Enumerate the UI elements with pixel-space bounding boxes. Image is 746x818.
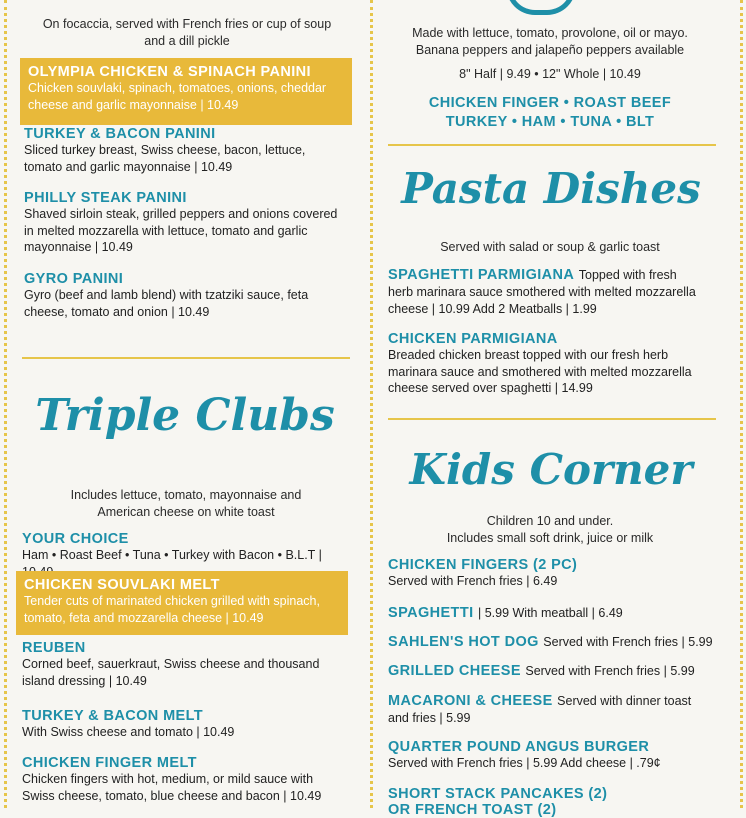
subs-note: Made with lettuce, tomato, provolone, oil or mayo. Banana peppers and jalapeño peppers available (412, 26, 688, 57)
menu-item-kids-spaghetti (388, 604, 710, 622)
subs-price: 8" Half | 9.49 • 12" Whole | 10.49 (459, 67, 641, 81)
item-desc: Chicken souvlaki, spinach, tomatoes, onions, cheddar cheese and garlic mayonnaise | 10.49 (28, 81, 327, 112)
item-title: QUARTER POUND ANGUS BURGER (388, 739, 650, 755)
item-title: GRILLED CHEESE (388, 663, 521, 679)
item-title: CHICKEN PARMIGIANA (388, 331, 558, 347)
subs-options-line-1: CHICKEN FINGER • ROAST BEEF (428, 95, 672, 111)
item-subtitle: OR FRENCH TOAST (2) (388, 802, 557, 818)
item-desc: Chicken fingers with hot, medium, or mild sauce with Swiss cheese, tomato, blue cheese and bacon | 10.49 (22, 772, 322, 803)
item-desc: Served with French fries | 6.49 (388, 574, 558, 588)
item-inline-desc: Served with dinner toast (557, 694, 692, 708)
menu-item-kids-mac-cheese (388, 692, 718, 727)
item-desc: Served with French fries | 5.99 Add cheese | .79¢ (388, 756, 661, 770)
item-desc: herb marinara sauce smothered with melted mozzarella cheese | 10.99 Add 2 Meatballs | 1.99 (388, 285, 696, 316)
left-dotted-border (4, 0, 7, 808)
item-title: OLYMPIA CHICKEN & SPINACH PANINI (28, 64, 311, 80)
item-title: SAHLEN'S HOT DOG (388, 634, 539, 650)
item-inline-desc: Served with French fries | 5.99 (543, 635, 713, 649)
item-inline-desc: Topped with fresh (578, 268, 677, 282)
menu-item-spaghetti-parmigiana (388, 266, 710, 317)
menu-item-kids-grilled-cheese (388, 662, 710, 680)
item-desc: Corned beef, sauerkraut, Swiss cheese and thousand island dressing | 10.49 (22, 657, 320, 688)
item-title: CHICKEN SOUVLAKI MELT (24, 577, 220, 593)
menu-item-chicken-parmigiana (388, 331, 710, 397)
menu-item-kids-chicken-fingers (388, 557, 710, 590)
item-inline-desc: | 5.99 With meatball | 6.49 (477, 606, 623, 620)
menu-item-gyro-panini (24, 271, 334, 320)
pasta-note: Served with salad or soup & garlic toast (440, 240, 660, 254)
triple-clubs-heading: Triple Clubs (35, 390, 335, 441)
item-title: GYRO PANINI (24, 271, 124, 287)
item-title: MACARONI & CHEESE (388, 693, 553, 709)
menu-item-chicken-souvlaki-melt (16, 571, 348, 635)
item-title: CHICKEN FINGERS (2 PC) (388, 557, 578, 573)
item-title: REUBEN (22, 640, 86, 656)
item-desc: With Swiss cheese and tomato | 10.49 (22, 725, 235, 739)
menu-item-reuben (22, 640, 332, 689)
menu-item-turkey-panini (24, 126, 334, 175)
item-title: CHICKEN FINGER MELT (22, 755, 197, 771)
menu-item-philly-panini (24, 190, 342, 256)
menu-item-turkey-bacon-melt (22, 708, 332, 741)
section-rule (388, 144, 716, 146)
menu-item-kids-hot-dog (388, 633, 718, 651)
item-desc: Gyro (beef and lamb blend) with tzatziki sauce, feta cheese, tomato and onion | 10.49 (24, 288, 309, 319)
item-desc: Breaded chicken breast topped with our fresh herb marinara sauce and smothered with melted mozzarella cheese served over spaghetti | 14.99 (388, 348, 692, 395)
item-title: SHORT STACK PANCAKES (2) (388, 786, 608, 802)
right-dotted-border (740, 0, 743, 808)
item-title: TURKEY & BACON PANINI (24, 126, 216, 142)
subs-options-line-2: TURKEY • HAM • TUNA • BLT (445, 114, 655, 130)
item-title: PHILLY STEAK PANINI (24, 190, 187, 206)
panini-note: On focaccia, served with French fries or cup of soup and a dill pickle (42, 17, 332, 48)
menu-item-kids-burger (388, 739, 710, 772)
menu-item-kids-pancakes (388, 786, 710, 818)
subs-heading-fragment (506, 0, 576, 15)
kids-note-line-2: Includes small soft drink, juice or milk (446, 531, 654, 545)
kids-corner-heading: Kids Corner (409, 445, 693, 494)
item-desc: Tender cuts of marinated chicken grilled with spinach, tomato, feta and mozzarella cheese | 10.49 (24, 594, 320, 625)
item-desc: and fries | 5.99 (388, 711, 471, 725)
item-desc: Sliced turkey breast, Swiss cheese, bacon, lettuce, tomato and garlic mayonnaise | 10.49 (24, 143, 306, 174)
item-desc: Ham • Roast Beef • Tuna • Turkey with Bacon • B.L.T | (22, 548, 322, 562)
kids-note-line-1: Children 10 and under. (486, 514, 614, 528)
pasta-dishes-heading: Pasta Dishes (401, 164, 701, 213)
section-rule (22, 357, 350, 359)
clubs-note: Includes lettuce, tomato, mayonnaise and American cheese on white toast (70, 488, 302, 519)
item-inline-desc: Served with French fries | 5.99 (525, 664, 695, 678)
section-rule (388, 418, 716, 420)
item-title: SPAGHETTI PARMIGIANA (388, 267, 575, 283)
item-title: TURKEY & BACON MELT (22, 708, 204, 724)
menu-item-chicken-finger-melt (22, 755, 338, 804)
item-title: YOUR CHOICE (22, 531, 129, 547)
item-title: SPAGHETTI (388, 605, 474, 621)
menu-item-olympia-panini (20, 58, 352, 125)
item-desc: Shaved sirloin steak, grilled peppers and onions covered in melted mozzarella with lettuce, tomato and garlic mayonnaise | 10.49 (24, 207, 338, 254)
center-dotted-divider (370, 0, 373, 808)
